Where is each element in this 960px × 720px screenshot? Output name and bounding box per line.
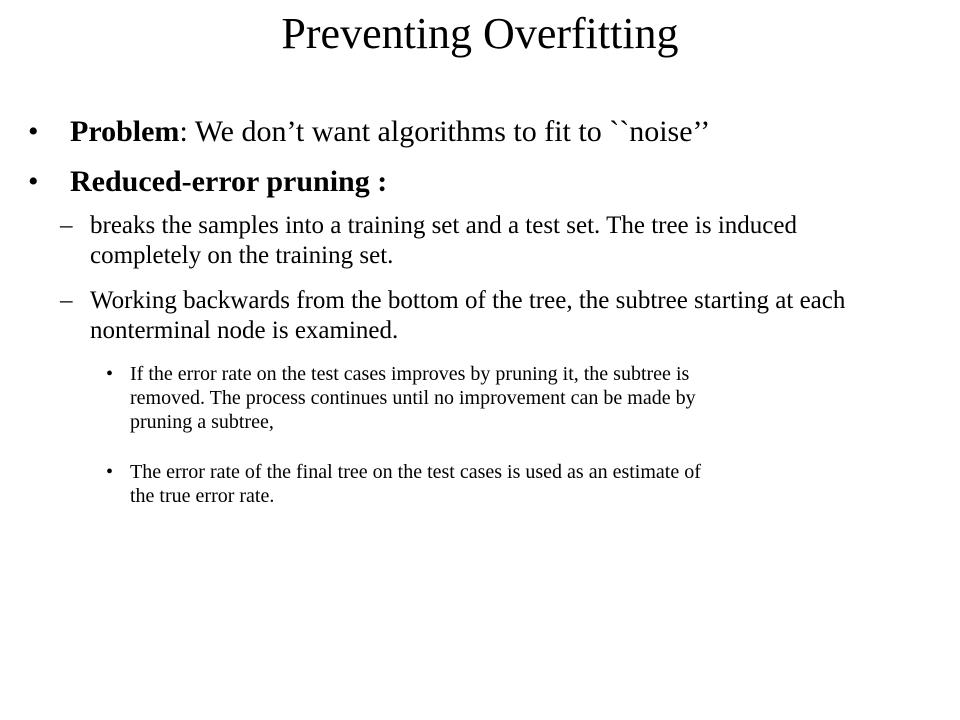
- problem-label: Problem: [70, 115, 180, 148]
- bullet-marker: •: [28, 165, 39, 198]
- dash-marker: –: [60, 212, 73, 239]
- bullet-marker: •: [28, 115, 39, 148]
- dash-marker: –: [60, 287, 73, 314]
- sub-bullet-breaks-samples: [60, 211, 890, 271]
- slide-title: Preventing Overfitting: [281, 9, 679, 58]
- bullet-marker: •: [106, 461, 114, 483]
- sub-bullet-text: breaks the samples into a training set and a test set. The tree is induced completely on the training set.: [90, 212, 797, 269]
- sub-sub-bullet-final-tree: [106, 460, 710, 508]
- bullet-text: [70, 114, 710, 150]
- sub-sub-bullet-error-rate-improves: [106, 362, 710, 434]
- bullet-problem: [28, 114, 710, 150]
- reduced-error-label: Reduced-error pruning :: [70, 165, 388, 198]
- sub-sub-bullet-text: If the error rate on the test cases improves by pruning it, the subtree is removed. The process continues until no improvement can be made by pruning a subtree,: [130, 363, 696, 433]
- sub-bullet-text: Working backwards from the bottom of the tree, the subtree starting at each nonterminal node is examined.: [90, 287, 846, 344]
- sub-sub-bullet-text: The error rate of the final tree on the test cases is used as an estimate of the true error rate.: [130, 461, 701, 507]
- bullet-marker: •: [106, 363, 114, 385]
- problem-text: : We don’t want algorithms to fit to ``noise’’: [179, 115, 711, 148]
- bullet-reduced-error: [28, 164, 387, 200]
- sub-bullet-working-backwards: [60, 286, 890, 346]
